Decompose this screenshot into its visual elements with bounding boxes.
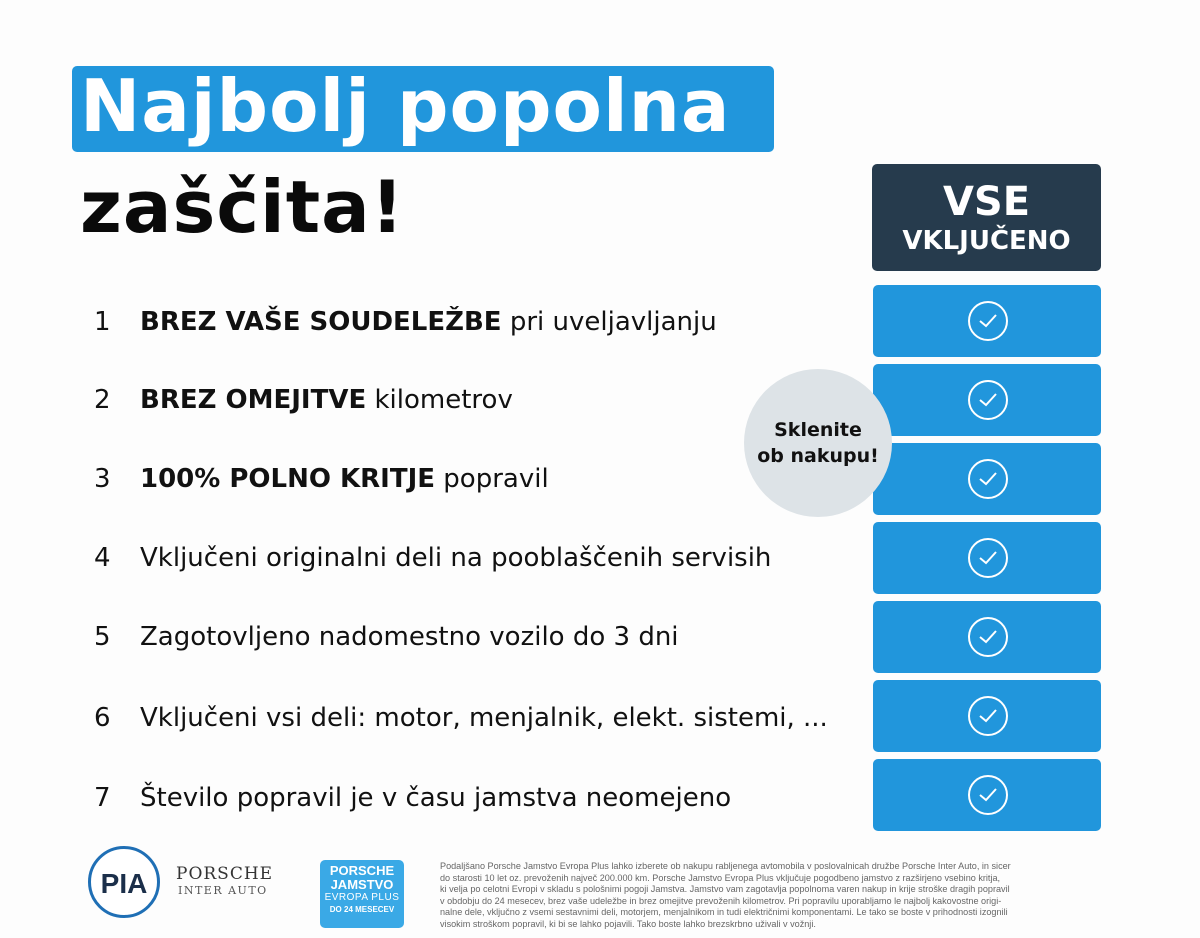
feature-item	[94, 698, 828, 738]
feature-text: Zagotovljeno nadomestno vozilo do 3 dni	[140, 622, 679, 652]
check-cell	[873, 522, 1101, 594]
check-circle-icon	[968, 696, 1008, 736]
feature-item	[94, 617, 679, 657]
check-circle-icon	[968, 380, 1008, 420]
feature-bold: BREZ OMEJITVE	[140, 385, 367, 415]
pj-badge-line2: JAMSTVO	[330, 877, 394, 892]
included-header	[872, 164, 1101, 271]
check-circle-icon	[968, 538, 1008, 578]
feature-number: 1	[94, 307, 111, 337]
feature-number: 2	[94, 385, 111, 415]
porsche-jamstvo-badge	[320, 860, 404, 928]
check-cell	[873, 364, 1101, 436]
check-circle-icon	[968, 617, 1008, 657]
feature-item	[94, 302, 717, 342]
feature-number: 7	[94, 783, 111, 813]
disclaimer	[440, 861, 1105, 931]
feature-number: 6	[94, 703, 111, 733]
pj-badge-line3: EVROPA PLUS	[324, 892, 400, 903]
feature-number: 4	[94, 543, 111, 573]
disclaimer-line: visokim stroškom popravil, ki bi se lahko pojavili. Tako boste lahko brezskrbno uživali v vožnji.	[440, 918, 816, 929]
included-header-line2: VKLJUČENO	[902, 226, 1071, 256]
brand-name: PORSCHE	[176, 864, 274, 884]
promo-badge	[744, 369, 892, 517]
pia-logo	[88, 846, 160, 918]
check-cell	[873, 680, 1101, 752]
feature-number: 5	[94, 622, 111, 652]
pj-badge-line1: PORSCHE	[329, 863, 395, 878]
disclaimer-line: Podaljšano Porsche Jamstvo Evropa Plus lahko izberete ob nakupu rabljenega avtomobila v poslovalnicah družbe Porsche Inter Auto, in sicer	[440, 861, 1011, 871]
feature-bold: BREZ VAŠE SOUDELEŽBE	[140, 307, 502, 337]
pj-badge-line4: DO 24 MESECEV	[329, 905, 395, 914]
brand-subname: INTER AUTO	[178, 884, 268, 897]
page-title-line2: zaščita!	[80, 165, 405, 249]
included-header-line1: VSE	[942, 179, 1031, 225]
promo-badge-line1: Sklenite	[774, 419, 862, 441]
feature-bold: 100% POLNO KRITJE	[140, 464, 436, 494]
feature-text: Vključeni originalni deli na pooblaščenih servisih	[140, 543, 772, 573]
disclaimer-line: do starosti 10 let oz. prevoženih največ 200.000 km. Porsche Jamstvo Evropa Plus vključuje pogodbeno jamstvo z razširjeno vsebino kritja,	[440, 872, 1001, 883]
check-cell	[873, 601, 1101, 673]
disclaimer-line: v obdobju do 24 mesecev, brez vaše udeležbe in brez omejitve prevoženih kilometrov. Pri popravilu uporabljamo le najbolj kakovostne origi-	[440, 895, 1002, 906]
pia-logo-letters: PIA	[100, 868, 148, 899]
page-title-line1: Najbolj popolna	[80, 64, 731, 148]
feature-number: 3	[94, 464, 111, 494]
disclaimer-line: nalne dele, vključno z vsemi sestavnimi deli, motorjem, menjalnikom in tudi električnimi komponentami. Le tako se boste v prihodnosti izognili	[440, 907, 1008, 918]
feature-item	[94, 778, 731, 818]
feature-text: Vključeni vsi deli: motor, menjalnik, elekt. sistemi, ...	[140, 703, 828, 733]
feature-item	[94, 538, 771, 578]
promo-badge-line2: ob nakupu!	[757, 445, 879, 467]
feature-text: popravil	[435, 464, 549, 494]
feature-text: pri uveljavljanju	[501, 307, 717, 337]
feature-text: kilometrov	[366, 385, 513, 415]
feature-item	[94, 380, 513, 420]
check-circle-icon	[968, 301, 1008, 341]
check-cell	[873, 443, 1101, 515]
feature-text: Število popravil je v času jamstva neomejeno	[140, 783, 732, 813]
check-cell	[873, 285, 1101, 357]
disclaimer-line: ki velja po celotni Evropi v skladu s pološnimi pogoji Jamstva. Jamstvo vam zagotavlja popolnoma varen nakup in krije stroške dragih popravil	[440, 884, 1010, 895]
check-circle-icon	[968, 775, 1008, 815]
feature-item	[94, 459, 549, 499]
check-cell	[873, 759, 1101, 831]
check-circle-icon	[968, 459, 1008, 499]
